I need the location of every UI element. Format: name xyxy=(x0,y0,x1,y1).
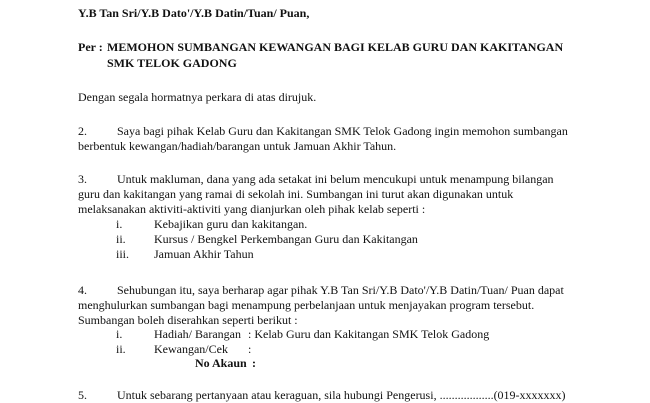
salutation: Y.B Tan Sri/Y.B Dato'/Y.B Datin/Tuan/ Puan, xyxy=(78,6,310,20)
opening-line: Dengan segala hormatnya perkara di atas dirujuk. xyxy=(78,90,317,104)
subject-prefix: Per : xyxy=(78,40,103,54)
account-number-colon: : xyxy=(252,356,256,370)
para-4-line-1: Sehubungan itu, saya berharap agar pihak Y.B Tan Sri/Y.B Dato'/Y.B Datin/Tuan/ Puan dapat xyxy=(117,283,564,297)
para-3-item-text: Kursus / Bengkel Perkembangan Guru dan Kakitangan xyxy=(154,232,418,246)
para-3-item-number: i. xyxy=(116,217,123,231)
para-4-item-number: ii. xyxy=(116,342,126,356)
para-3-line-2: guru dan kakitangan yang ramai di sekolah ini. Sumbangan ini turut akan digunakan untuk xyxy=(78,187,514,201)
para-4-item-label: Kewangan/Cek xyxy=(154,342,228,356)
para-3-item-number: iii. xyxy=(116,247,130,261)
para-3-item-text: Kebajikan guru dan kakitangan. xyxy=(154,217,308,231)
para-4-number: 4. xyxy=(78,283,87,297)
para-4-item-number: i. xyxy=(116,327,123,341)
para-4-item-value: : xyxy=(248,342,252,356)
para-2-line-1: Saya bagi pihak Kelab Guru dan Kakitangan SMK Telok Gadong ingin memohon sumbangan xyxy=(117,124,568,138)
para-3-item-text: Jamuan Akhir Tahun xyxy=(154,247,254,261)
subject-line-1: MEMOHON SUMBANGAN KEWANGAN BAGI KELAB GURU DAN KAKITANGAN xyxy=(107,40,564,54)
para-3-number: 3. xyxy=(78,172,87,186)
account-number-label: No Akaun xyxy=(195,356,247,370)
para-3-item-number: ii. xyxy=(116,232,126,246)
para-5-number: 5. xyxy=(78,388,87,402)
para-2-line-2: berbentuk kewangan/hadiah/barangan untuk Jamuan Akhir Tahun. xyxy=(78,139,397,153)
para-5-line-1: Untuk sebarang pertanyaan atau keraguan, sila hubungi Pengerusi, ..................(019-xxxxxxx) xyxy=(117,388,566,402)
para-3-line-1: Untuk makluman, dana yang ada setakat ini belum mencukupi untuk menampung bilangan xyxy=(117,172,554,186)
para-4-line-3: Sumbangan boleh diserahkan seperti berikut : xyxy=(78,313,298,327)
para-2-number: 2. xyxy=(78,124,87,138)
para-4-item-value: : Kelab Guru dan Kakitangan SMK Telok Gadong xyxy=(248,327,490,341)
subject-line-2: SMK TELOK GADONG xyxy=(107,56,237,70)
para-4-line-2: menghulurkan sumbangan bagi menampung perbelanjaan untuk menjayakan program tersebut. xyxy=(78,298,535,312)
para-3-line-3: melaksanakan aktiviti-aktiviti yang dianjurkan oleh pihak kelab seperti : xyxy=(78,202,426,216)
para-4-item-label: Hadiah/ Barangan xyxy=(154,327,241,341)
